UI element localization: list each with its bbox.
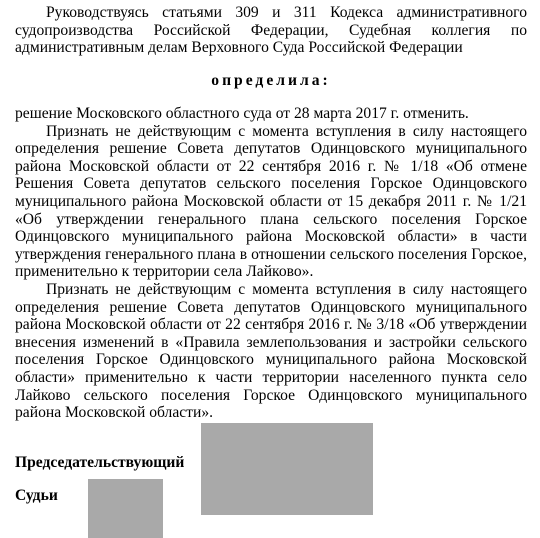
judges-signature-label: Судьи (15, 487, 58, 504)
chair-signature-label: Председательствующий (15, 454, 185, 471)
decision-paragraph: решение Московского областного суда от 28 марта 2017 г. отменить. (15, 105, 469, 122)
decision-block (15, 105, 527, 422)
redacted-signature-block (201, 423, 373, 515)
redacted-signature-block (88, 479, 163, 538)
preamble-text: Руководствуясь статьями 309 и 311 Кодекса административного судопроизводства Российской Федерации, Судебная коллегия по административным делам Верховного Суда Российской Федерации (15, 4, 527, 57)
verdict-heading: определила: (211, 72, 331, 89)
preamble-block (15, 4, 527, 57)
decision-paragraph: Признать не действующим с момента вступления в силу настоящего определения решение Совета депутатов Одинцовского муниципального района Московской области от 22 сентября 2016 г. № 1/18 «Об отмене Решения Совета депутатов сельского поселения Горское Одинцовского муниципального района Московской области от 15 декабря 2011 г. № 1/21 «Об утверждении генерального плана сельского поселения Горское Одинцовского муниципального района Московской области» в части утверждения генерального плана в отношении сельского поселения Горское, применительно к территории села Лайково». (15, 122, 527, 281)
decision-paragraph: Признать не действующим с момента вступления в силу настоящего определения решение Совета депутатов Одинцовского муниципального района Московской области от 22 сентября 2016 г. № 3/18 «Об утверждении внесения изменений в «Правила землепользования и застройки сельского поселения Горское Одинцовского муниципального района Московской области» применительно к части территории населенного пункта село Лайково сельского поселения Горское Одинцовского муниципального района Московской области». (15, 280, 527, 422)
